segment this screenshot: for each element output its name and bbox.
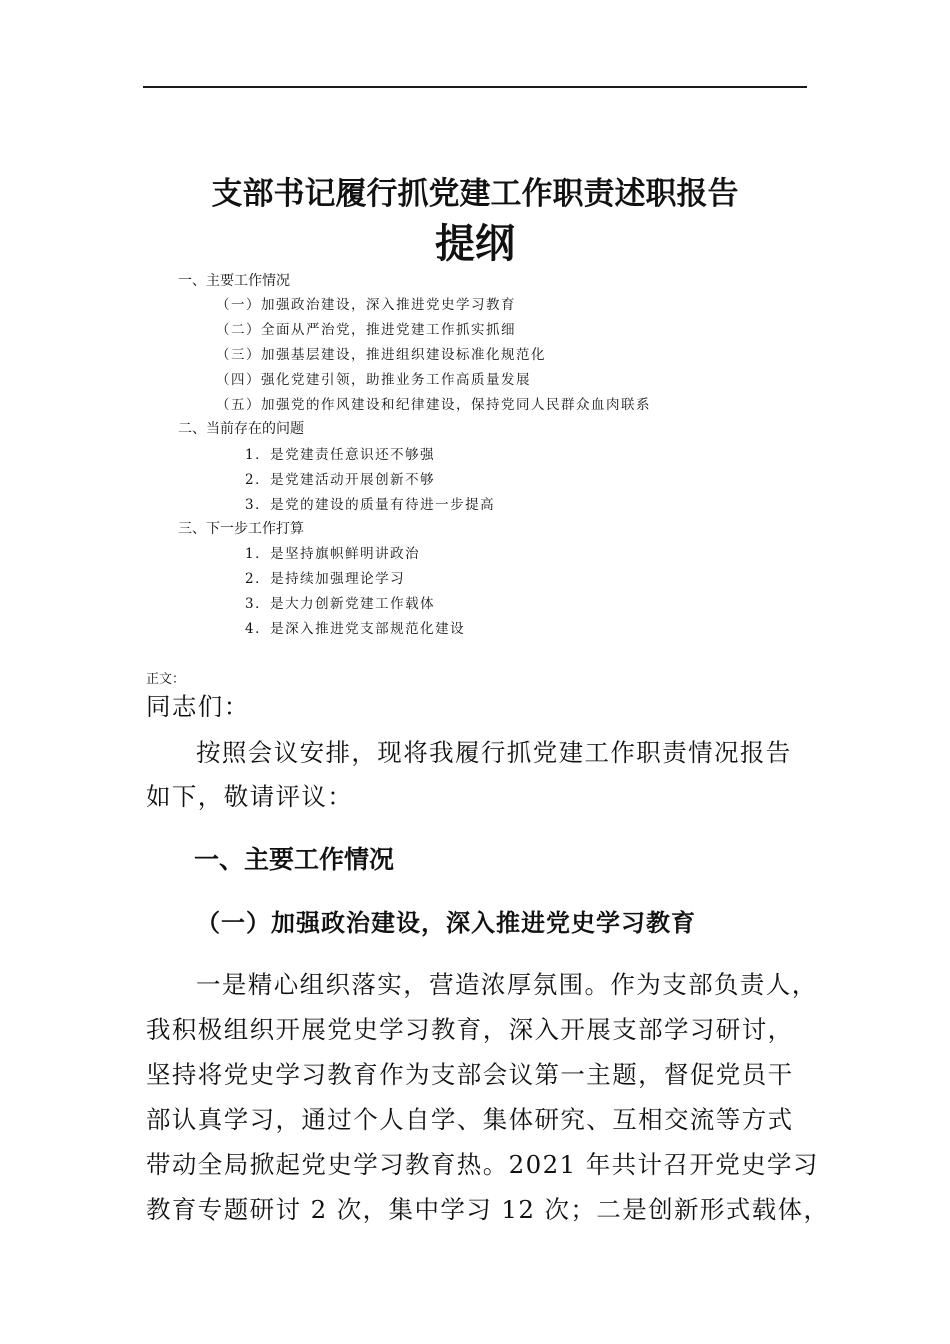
outline-section-1: 一、主要工作情况 — [178, 273, 290, 289]
outline-item: 2．是持续加强理论学习 — [245, 571, 406, 587]
intro-line: 如下，敬请评议： — [146, 782, 354, 811]
subsection-heading: （一）加强政治建设，深入推进党史学习教育 — [196, 908, 696, 937]
outline-item: （一）加强政治建设，深入推进党史学习教育 — [216, 297, 516, 313]
body-label: 正文： — [146, 672, 186, 687]
header-rule — [143, 86, 807, 88]
outline-item: 1．是坚持旗帜鲜明讲政治 — [245, 546, 421, 562]
document-title: 支部书记履行抓党建工作职责述职报告 — [211, 176, 739, 212]
outline-item: （五）加强党的作风建设和纪律建设，保持党同人民群众血肉联系 — [216, 397, 651, 413]
paragraph-line: 带动全局掀起党史学习教育热。2021 年共计召开党史学习 — [146, 1150, 819, 1179]
outline-item: （三）加强基层建设，推进组织建设标准化规范化 — [216, 347, 546, 363]
paragraph-line: 一是精心组织落实，营造浓厚氛围。作为支部负责人， — [196, 970, 818, 999]
paragraph-line: 坚持将党史学习教育作为支部会议第一主题，督促党员干 — [146, 1060, 794, 1089]
outline-section-3: 三、下一步工作打算 — [178, 521, 304, 537]
outline-item: 3．是党的建设的质量有待进一步提高 — [245, 497, 496, 513]
paragraph-line: 部认真学习，通过个人自学、集体研究、互相交流等方式 — [146, 1105, 794, 1134]
paragraph-line: 我积极组织开展党史学习教育，深入开展支部学习研讨， — [146, 1015, 794, 1044]
outline-item: （四）强化党建引领，助推业务工作高质量发展 — [216, 372, 531, 388]
greeting: 同志们： — [146, 692, 250, 721]
outline-item: 3．是大力创新党建工作载体 — [245, 596, 436, 612]
outline-item: （二）全面从严治党，推进党建工作抓实抓细 — [216, 322, 516, 338]
outline-item: 4．是深入推进党支部规范化建设 — [245, 621, 466, 637]
paragraph-line: 教育专题研讨 2 次，集中学习 12 次；二是创新形式载体， — [146, 1195, 830, 1224]
section-heading: 一、主要工作情况 — [194, 845, 395, 874]
outline-item: 2．是党建活动开展创新不够 — [245, 472, 436, 488]
document-subtitle: 提纲 — [435, 221, 515, 267]
outline-item: 1．是党建责任意识还不够强 — [245, 447, 436, 463]
intro-line: 按照会议安排，现将我履行抓党建工作职责情况报告 — [196, 738, 792, 767]
outline-section-2: 二、当前存在的问题 — [178, 421, 304, 437]
